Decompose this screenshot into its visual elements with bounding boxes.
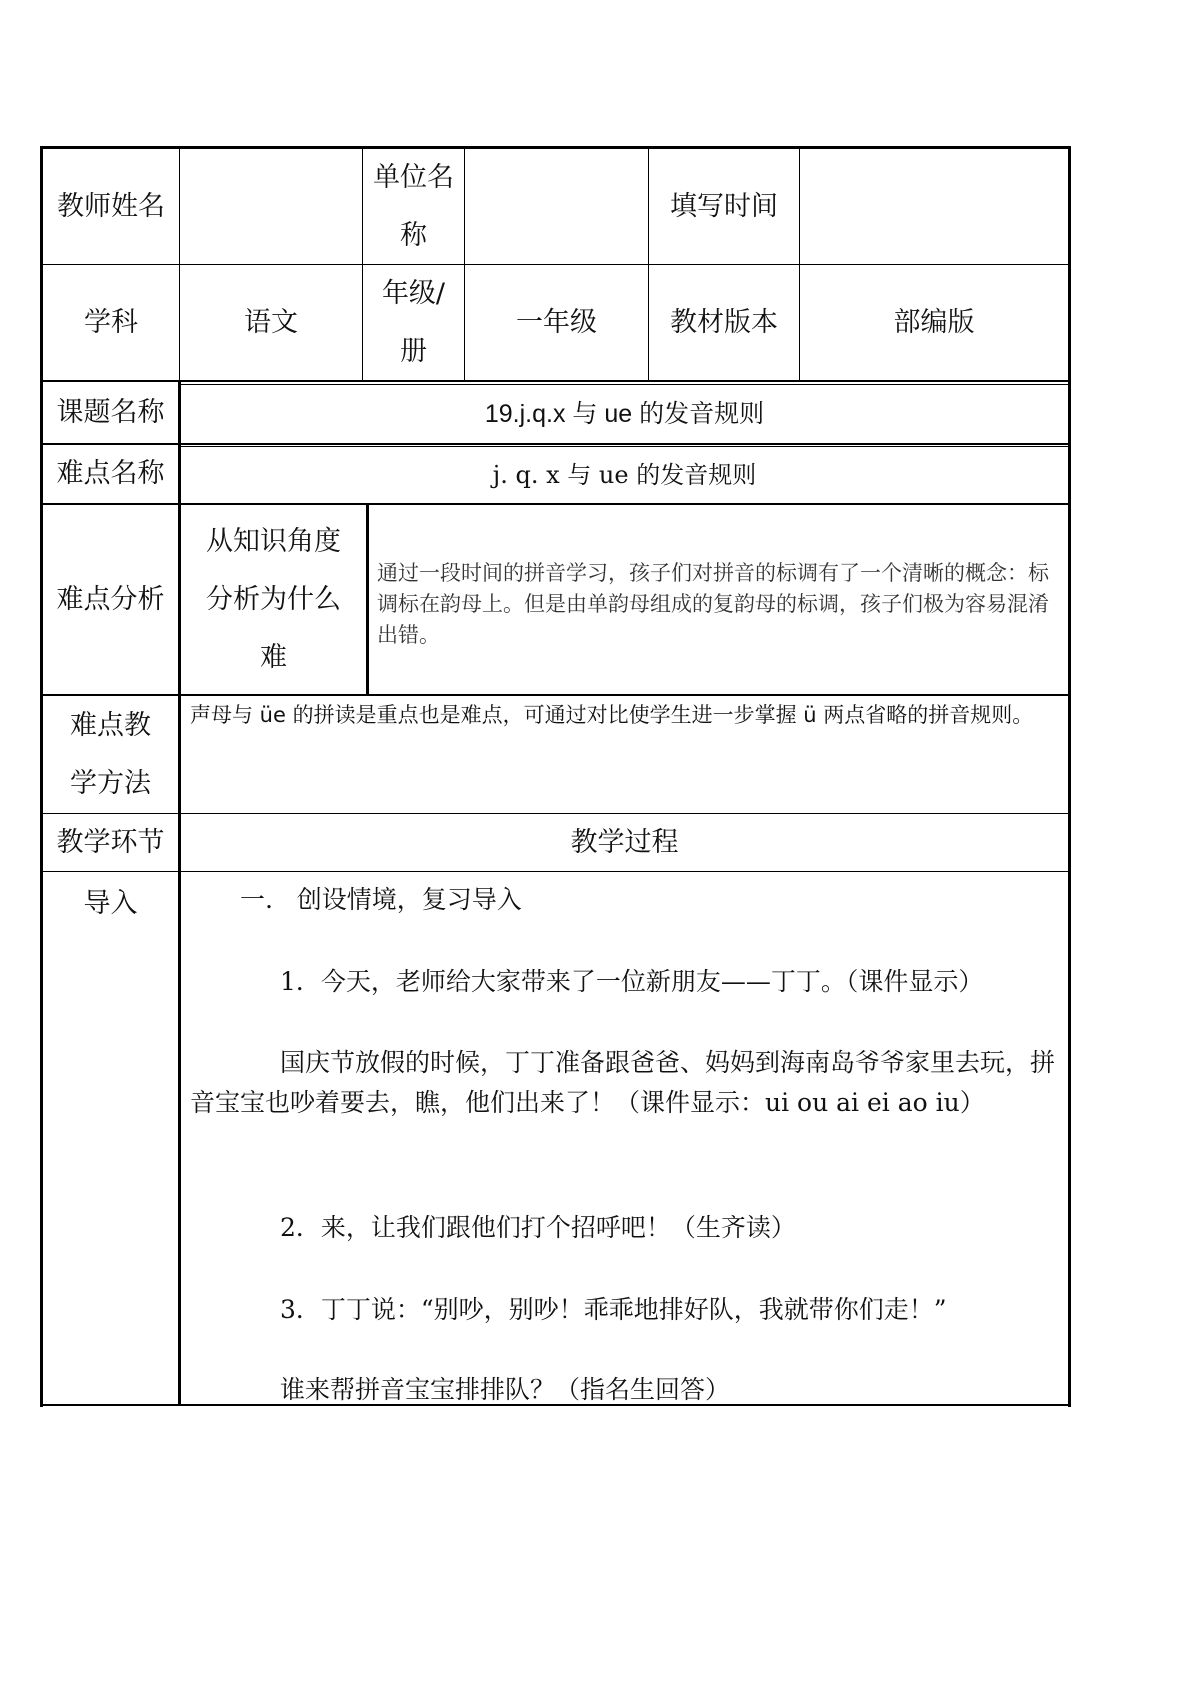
process-header-label: 教学过程	[570, 826, 679, 858]
unit-name-label: 单位名称	[373, 161, 454, 251]
unit-name-value[interactable]	[465, 149, 648, 264]
method-label: 难点教学方法	[70, 709, 151, 799]
table-border-bottom	[40, 1404, 1071, 1406]
intro-paragraph-2: 1．今天，老师给大家带来了一位新朋友——丁丁。（课件显示）	[280, 967, 984, 996]
intro-paragraph-3: 国庆节放假的时候，丁丁准备跟爸爸、妈妈到海南岛爷爷家里去玩，拼音宝宝也吵着要去，瞧，他们出来了！（课件显示：ui ou ai ei ao iu）	[190, 1048, 1056, 1117]
intro-paragraph-1: 一. 创设情境，复习导入	[240, 885, 522, 914]
analysis-sub-label: 从知识角度分析为什么难	[206, 525, 341, 673]
teacher-name-label: 教师姓名	[57, 190, 165, 222]
subject-value: 语文	[244, 306, 298, 338]
row-divider-7	[41, 871, 1070, 872]
topic-label: 课题名称	[56, 396, 165, 428]
fill-time-value[interactable]	[800, 149, 1068, 264]
intro-paragraph-4: 2．来，让我们跟他们打个招呼吧！（生齐读）	[280, 1213, 796, 1242]
row-divider-2	[41, 380, 1070, 382]
grade-label: 年级/册	[381, 277, 446, 367]
intro-label: 导入	[83, 888, 138, 919]
table-border-right	[1068, 146, 1071, 1407]
analysis-col-divider	[366, 505, 369, 696]
teacher-name-value[interactable]	[180, 149, 362, 264]
topic-value: 19.j.q.x 与 ue 的发音规则	[484, 400, 765, 428]
analysis-text: 通过一段时间的拼音学习，孩子们对拼音的标调有了一个清晰的概念：标调标在韵母上。但是由单韵母组成的复韵母的标调，孩子们极为容易混淆出错。	[377, 561, 1049, 647]
method-text: 声母与 üe 的拼读是重点也是难点，可通过对比使学生进一步掌握 ü 两点省略的拼音规则。	[190, 703, 1034, 727]
fill-time-label: 填写时间	[670, 190, 778, 222]
difficulty-label: 难点名称	[56, 458, 165, 489]
analysis-label: 难点分析	[56, 583, 165, 615]
grade-value: 一年级	[516, 306, 597, 338]
textbook-value: 部编版	[893, 306, 975, 338]
stage-header-label: 教学环节	[56, 826, 165, 858]
subject-label: 学科	[84, 306, 138, 338]
row-divider-5	[41, 694, 1070, 696]
difficulty-value: j. q. x 与 ue 的发音规则	[492, 461, 757, 489]
intro-paragraph-6: 谁来帮拼音宝宝排排队？（指名生回答）	[280, 1375, 731, 1404]
textbook-label: 教材版本	[670, 306, 778, 338]
intro-paragraph-5: 3．丁丁说：“别吵，别吵！乖乖地排好队，我就带你们走！”	[280, 1295, 947, 1324]
